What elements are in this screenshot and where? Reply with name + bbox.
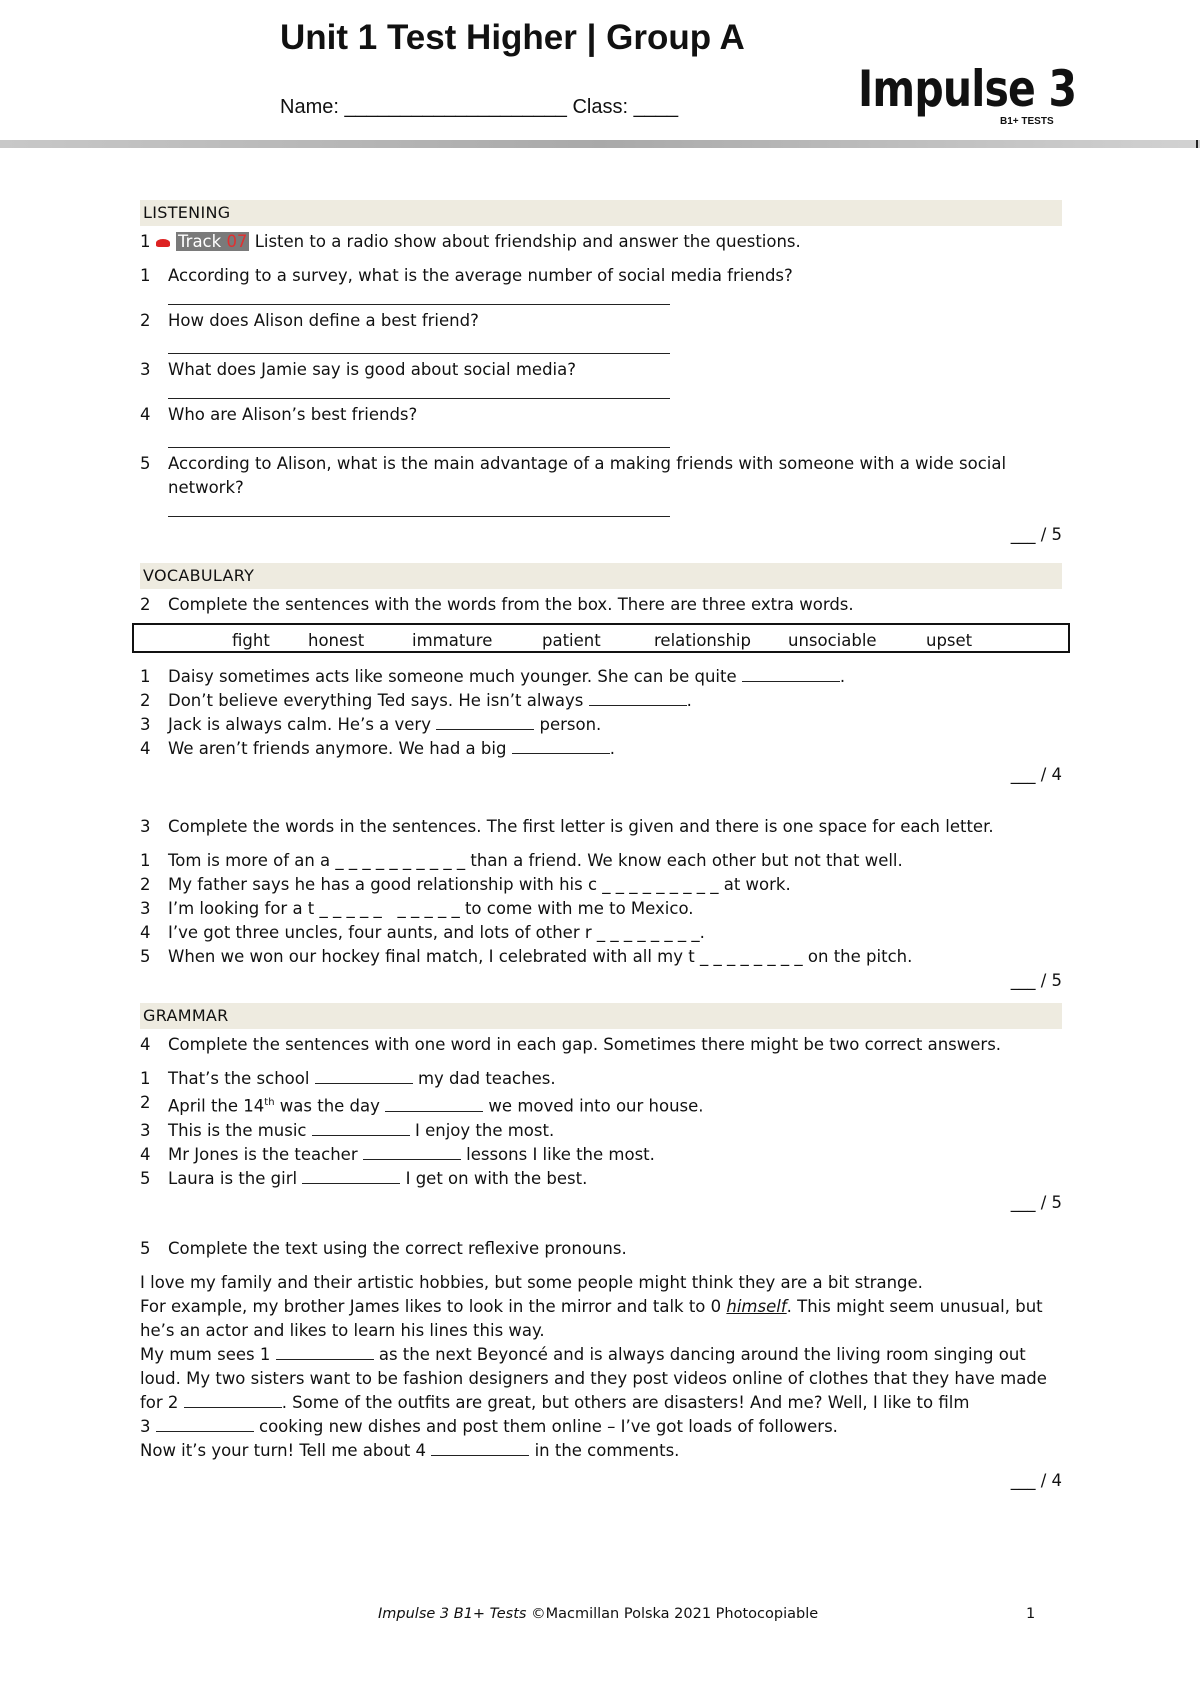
question-text: Who are Alison’s best friends? [168, 405, 418, 424]
exercise-3-instruction [140, 815, 1062, 839]
exercise-number: 2 [140, 595, 151, 614]
text-segment: 3 [140, 1416, 151, 1436]
sentence-text: This is the music [168, 1120, 307, 1140]
sentence-end: . [609, 739, 615, 758]
exercise-4-items [140, 1067, 1062, 1191]
gap-blank[interactable] [589, 689, 687, 706]
sentence-end: . [686, 691, 692, 710]
sentence-item [140, 1067, 1062, 1091]
exercise-number: 5 [140, 1238, 151, 1258]
gap-blank[interactable] [363, 1143, 461, 1160]
gap-blank[interactable] [742, 665, 840, 682]
sentence-text[interactable]: When we won our hockey final match, I celebrated with all my t _ _ _ _ _ _ _ _ on the pitch. [168, 947, 913, 966]
score-box: ___ / 5 [1010, 525, 1062, 544]
item-number: 3 [140, 1120, 151, 1140]
score-box: ___ / 5 [1010, 1192, 1062, 1212]
answer-line[interactable] [168, 382, 670, 399]
text-line [140, 1295, 1062, 1319]
item-number: 4 [140, 739, 151, 758]
answer-line[interactable] [168, 288, 670, 305]
audio-track-icon [156, 239, 170, 247]
sentence-item [140, 737, 1062, 761]
question-item [140, 264, 1062, 288]
footer-book-title: Impulse 3 B1+ Tests [378, 1606, 527, 1622]
instruction-text: Listen to a radio show about friendship and answer the questions. [254, 232, 801, 251]
sentence-text: That’s the school [168, 1069, 310, 1088]
section-listening-heading: LISTENING [140, 200, 1062, 226]
instruction-text: Complete the words in the sentences. The first letter is given and there is one space for each letter. [168, 817, 994, 836]
exercise-4-instruction [140, 1033, 1062, 1057]
ordinal-suffix: th [264, 1097, 275, 1108]
item-number: 1 [140, 1069, 151, 1088]
gap-blank[interactable] [156, 1415, 254, 1432]
question-number: 1 [140, 266, 151, 285]
sentence-item [140, 689, 1062, 713]
sentence-text[interactable]: My father says he has a good relationship with his c _ _ _ _ _ _ _ _ _ at work. [168, 875, 791, 894]
page-number: 1 [1026, 1606, 1036, 1622]
track-label[interactable] [176, 232, 249, 251]
question-number: 4 [140, 405, 151, 424]
word-box-item: honest [308, 631, 365, 650]
impulse-logo: Impulse 3 [858, 60, 1077, 118]
sentence-text: Jack is always calm. He’s a very [168, 715, 431, 734]
answer-line[interactable] [168, 337, 670, 354]
word-box-item: unsociable [788, 631, 877, 650]
sentence-item [140, 1119, 1062, 1143]
sentence-item [140, 665, 1062, 689]
item-number: 3 [140, 899, 151, 918]
sentence-item [140, 873, 1062, 897]
header-divider-tick [1196, 140, 1198, 148]
gap-blank[interactable] [385, 1095, 483, 1112]
text-line: loud. My two sisters want to be fashion designers and they post videos online of clothes that they have made [140, 1368, 1047, 1388]
gap-blank[interactable] [512, 737, 610, 754]
question-number: 2 [140, 311, 151, 330]
word-box-item: patient [542, 631, 601, 650]
item-number: 4 [140, 1144, 151, 1164]
question-item [140, 358, 1062, 382]
question-item [140, 403, 1062, 427]
item-number: 2 [140, 691, 151, 710]
sentence-end: we moved into our house. [488, 1096, 704, 1116]
sentence-text: April the 14 [168, 1096, 265, 1116]
text-segment: as the next Beyoncé and is always dancing around the living room singing out [378, 1344, 1026, 1364]
sentence-item [140, 713, 1062, 737]
sentence-item [140, 945, 1062, 969]
word-box-item: fight [232, 631, 270, 650]
text-segment: in the comments. [534, 1440, 680, 1460]
text-segment: My mum sees 1 [140, 1344, 271, 1364]
footer-copyright [378, 1606, 818, 1622]
logo-subtitle: B1+ TESTS [1000, 116, 1054, 127]
question-text: According to a survey, what is the average number of social media friends? [168, 266, 793, 285]
item-number: 4 [140, 923, 151, 942]
sentence-text: Laura is the girl [168, 1168, 298, 1188]
item-number: 3 [140, 715, 151, 734]
section-grammar-heading: GRAMMAR [140, 1003, 1062, 1029]
track-number: 07 [226, 232, 248, 251]
sentence-text: was the day [274, 1096, 380, 1116]
sentence-end: I get on with the best. [405, 1168, 588, 1188]
gap-blank[interactable] [315, 1067, 413, 1084]
question-text: What does Jamie say is good about social media? [168, 360, 577, 379]
example-answer: himself [726, 1296, 787, 1316]
exercise-5-text [140, 1271, 1062, 1463]
answer-line[interactable] [168, 500, 670, 517]
instruction-text: Complete the text using the correct reflexive pronouns. [168, 1238, 627, 1258]
word-box-item: relationship [654, 631, 751, 650]
gap-blank[interactable] [436, 713, 534, 730]
sentence-text[interactable]: I’ve got three uncles, four aunts, and lots of other r _ _ _ _ _ _ _ _. [168, 923, 705, 942]
gap-blank[interactable] [276, 1343, 374, 1360]
text-segment: . This might seem unusual, but [786, 1296, 1043, 1316]
word-box-wrapper [140, 623, 1062, 663]
text-line [140, 1439, 1062, 1463]
header-divider [0, 140, 1200, 148]
question-number: 3 [140, 360, 151, 379]
score-box: ___ / 4 [1010, 1470, 1062, 1490]
item-number: 5 [140, 947, 151, 966]
text-line [140, 1343, 1062, 1367]
sentence-text: We aren’t friends anymore. We had a big [168, 739, 507, 758]
sentence-end: person. [539, 715, 602, 734]
exercise-2-items [140, 665, 1062, 761]
item-number: 2 [140, 875, 151, 894]
item-number: 1 [140, 667, 151, 686]
sentence-item [140, 1091, 1062, 1119]
text-line: I love my family and their artistic hobbies, but some people might think they are a bit strange. [140, 1272, 923, 1292]
item-number: 5 [140, 1168, 151, 1188]
instruction-text: Complete the sentences with one word in each gap. Sometimes there might be two correct answers. [168, 1035, 1002, 1054]
question-item [140, 452, 1062, 500]
score-box: ___ / 5 [1010, 971, 1062, 990]
page-title: Unit 1 Test Higher | Group A [280, 18, 745, 57]
sentence-end: lessons I like the most. [466, 1144, 655, 1164]
sentence-text: Don’t believe everything Ted says. He isn’t always [168, 691, 584, 710]
sentence-text[interactable]: I’m looking for a t _ _ _ _ _ _ _ _ _ _ to come with me to Mexico. [168, 899, 694, 918]
question-text: According to Alison, what is the main advantage of a making friends with someone with a wide social network? [168, 454, 1007, 497]
exercise-number: 4 [140, 1035, 151, 1054]
exercise-2-instruction [140, 593, 1062, 617]
section-vocabulary-heading: VOCABULARY [140, 563, 1062, 589]
listening-questions [140, 264, 1062, 517]
sentence-end: I enjoy the most. [415, 1120, 555, 1140]
gap-blank[interactable] [431, 1439, 529, 1456]
sentence-text[interactable]: Tom is more of an a _ _ _ _ _ _ _ _ _ _ than a friend. We know each other but not that well. [168, 851, 903, 870]
sentence-item [140, 849, 1062, 873]
text-line [140, 1391, 1062, 1415]
exercise-number: 3 [140, 817, 151, 836]
sentence-end: my dad teaches. [417, 1069, 556, 1088]
word-box [132, 623, 1070, 653]
gap-blank[interactable] [312, 1119, 410, 1136]
question-item [140, 309, 1062, 333]
score-box: ___ / 4 [1010, 765, 1062, 784]
exercise-number: 1 [140, 232, 151, 251]
sentence-text: Daisy sometimes acts like someone much younger. She can be quite [168, 667, 737, 686]
word-box-item: immature [412, 631, 493, 650]
sentence-item [140, 897, 1062, 921]
sentence-item [140, 921, 1062, 945]
sentence-item [140, 1167, 1062, 1191]
gap-blank[interactable] [302, 1167, 400, 1184]
text-segment: . Some of the outfits are great, but others are disasters! And me? Well, I like to film [281, 1392, 970, 1412]
text-segment: Now it’s your turn! Tell me about 4 [140, 1440, 427, 1460]
sentence-text: Mr Jones is the teacher [168, 1144, 358, 1164]
exercise-3-items [140, 849, 1062, 969]
test-body [140, 200, 1062, 1493]
item-number: 1 [140, 851, 151, 870]
sentence-item [140, 1143, 1062, 1167]
question-number: 5 [140, 454, 151, 473]
instruction-text: Complete the sentences with the words from the box. There are three extra words. [168, 595, 854, 614]
name-class-field: Name: ____________________ Class: ____ [280, 96, 679, 118]
text-segment: For example, my brother James likes to look in the mirror and talk to 0 [140, 1296, 727, 1316]
gap-blank[interactable] [184, 1391, 282, 1408]
text-segment: for 2 [140, 1392, 179, 1412]
sentence-end: . [839, 667, 846, 686]
question-text: How does Alison define a best friend? [168, 311, 479, 330]
exercise-5-instruction [140, 1237, 1062, 1261]
track-word: Track [178, 232, 222, 251]
text-line: he’s an actor and likes to learn his lines this way. [140, 1320, 545, 1340]
footer-copyright-text: ©Macmillan Polska 2021 Photocopiable [526, 1606, 819, 1622]
exercise-1-instruction [140, 230, 1062, 254]
text-segment: cooking new dishes and post them online – I’ve got loads of followers. [259, 1416, 838, 1436]
item-number: 2 [140, 1093, 151, 1112]
word-box-item: upset [926, 631, 973, 650]
text-line [140, 1415, 1062, 1439]
answer-line[interactable] [168, 431, 670, 448]
